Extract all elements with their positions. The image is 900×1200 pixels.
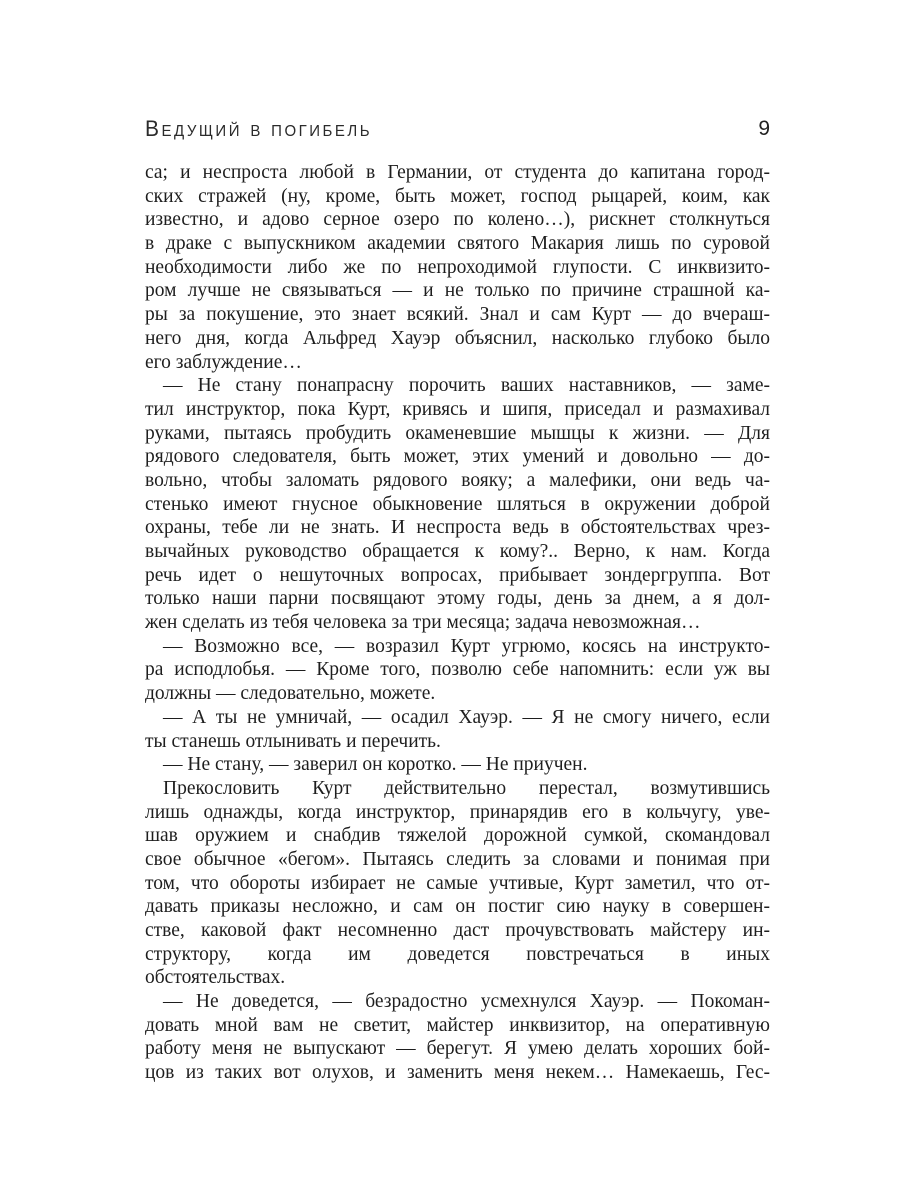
text-line: структору, когда им доведется повстречаться в иных: [145, 943, 770, 965]
text-line: в драке с выпускником академии святого Макария лишь по суровой: [145, 233, 770, 255]
text-line: обстоятельствах.: [145, 967, 286, 989]
text-line: ских стражей (ну, кроме, быть может, господ рыцарей, коим, как: [145, 185, 770, 207]
text-line: стенько имеют гнусное обыкновение шляться в окружении доброй: [145, 493, 770, 515]
text-line: — Не стану, — заверил он коротко. — Не приучен.: [163, 754, 588, 776]
text-line: цов из таких вот олухов, и заменить меня некем… Намекаешь, Гес-: [145, 1062, 770, 1084]
text-line: Прекословить Курт действительно перестал, возмутившись: [163, 777, 770, 799]
text-line: необходимости либо же по непроходимой глупости. С инквизито-: [145, 256, 770, 278]
text-line: — Возможно все, — возразил Курт угрюмо, косясь на инструкто-: [163, 635, 770, 657]
text-line: вольно, чтобы заломать рядового вояку; а малефики, они ведь ча-: [145, 469, 770, 491]
text-line: только наши парни посвящают этому годы, день за днем, а я дол-: [145, 588, 770, 610]
text-line: должны — следовательно, можете.: [145, 683, 436, 705]
text-line: работу меня не выпускают — берегут. Я умею делать хороших бой-: [145, 1038, 770, 1060]
text-line: ты станешь отлынивать и перечить.: [145, 730, 441, 752]
text-line: давать приказы несложно, и сам он постиг сию науку в совершен-: [145, 896, 770, 918]
text-line: ром лучше не связываться — и не только по причине страшной ка-: [145, 280, 770, 302]
text-line: лишь однажды, когда инструктор, принарядив его в кольчугу, уве-: [145, 801, 770, 823]
running-header: [145, 117, 770, 143]
text-line: — А ты не умничай, — осадил Хауэр. — Я не смогу ничего, если: [163, 706, 770, 728]
text-line: рядового следователя, быть может, этих умений и довольно — до-: [145, 446, 770, 468]
text-line: свое обычное «бегом». Пытаясь следить за словами и понимая при: [145, 848, 770, 870]
text-line: жен сделать из тебя человека за три месяца; задача невозможная…: [145, 612, 701, 634]
text-line: тил инструктор, пока Курт, кривясь и шипя, приседал и размахивал: [145, 398, 770, 420]
text-line: — Не доведется, — безрадостно усмехнулся Хауэр. — Покоман-: [163, 991, 770, 1013]
book-title: Ведущий в погибель: [145, 117, 373, 142]
text-line: ра исподлобья. — Кроме того, позволю себе напомнить: если уж вы: [145, 659, 770, 681]
text-line: том, что обороты избирает не самые учтивые, Курт заметил, что от-: [145, 872, 770, 894]
text-line: него дня, когда Альфред Хауэр объяснил, насколько глубоко было: [145, 327, 770, 349]
text-line: ры за покушение, это знает всякий. Знал и сам Курт — до вчераш-: [145, 304, 770, 326]
body-text: [145, 161, 770, 1085]
text-line: охраны, тебе ли не знать. И неспроста ведь в обстоятельствах чрез-: [145, 517, 770, 539]
text-line: вычайных руководство обращается к кому?.. Верно, к нам. Когда: [145, 541, 770, 562]
text-line: известно, и адово серное озеро по колено…), рискнет столкнуться: [145, 209, 770, 231]
text-line: шав оружием и снабдив тяжелой дорожной сумкой, скомандовал: [145, 825, 770, 847]
text-line: — Не стану понапрасну порочить ваших наставников, — заме-: [163, 375, 770, 397]
text-line: речь идет о нешуточных вопросах, прибывает зондергруппа. Вот: [145, 564, 770, 586]
text-line: са; и неспроста любой в Германии, от студента до капитана город-: [145, 162, 770, 183]
text-line: руками, пытаясь пробудить окаменевшие мышцы к жизни. — Для: [145, 422, 770, 444]
page-number: 9: [758, 117, 770, 140]
text-line: довать мной вам не светит, майстер инквизитор, на оперативную: [145, 1014, 770, 1036]
text-line: его заблуждение…: [145, 351, 302, 373]
text-line: стве, каковой факт несомненно даст прочувствовать майстеру ин-: [145, 920, 770, 941]
